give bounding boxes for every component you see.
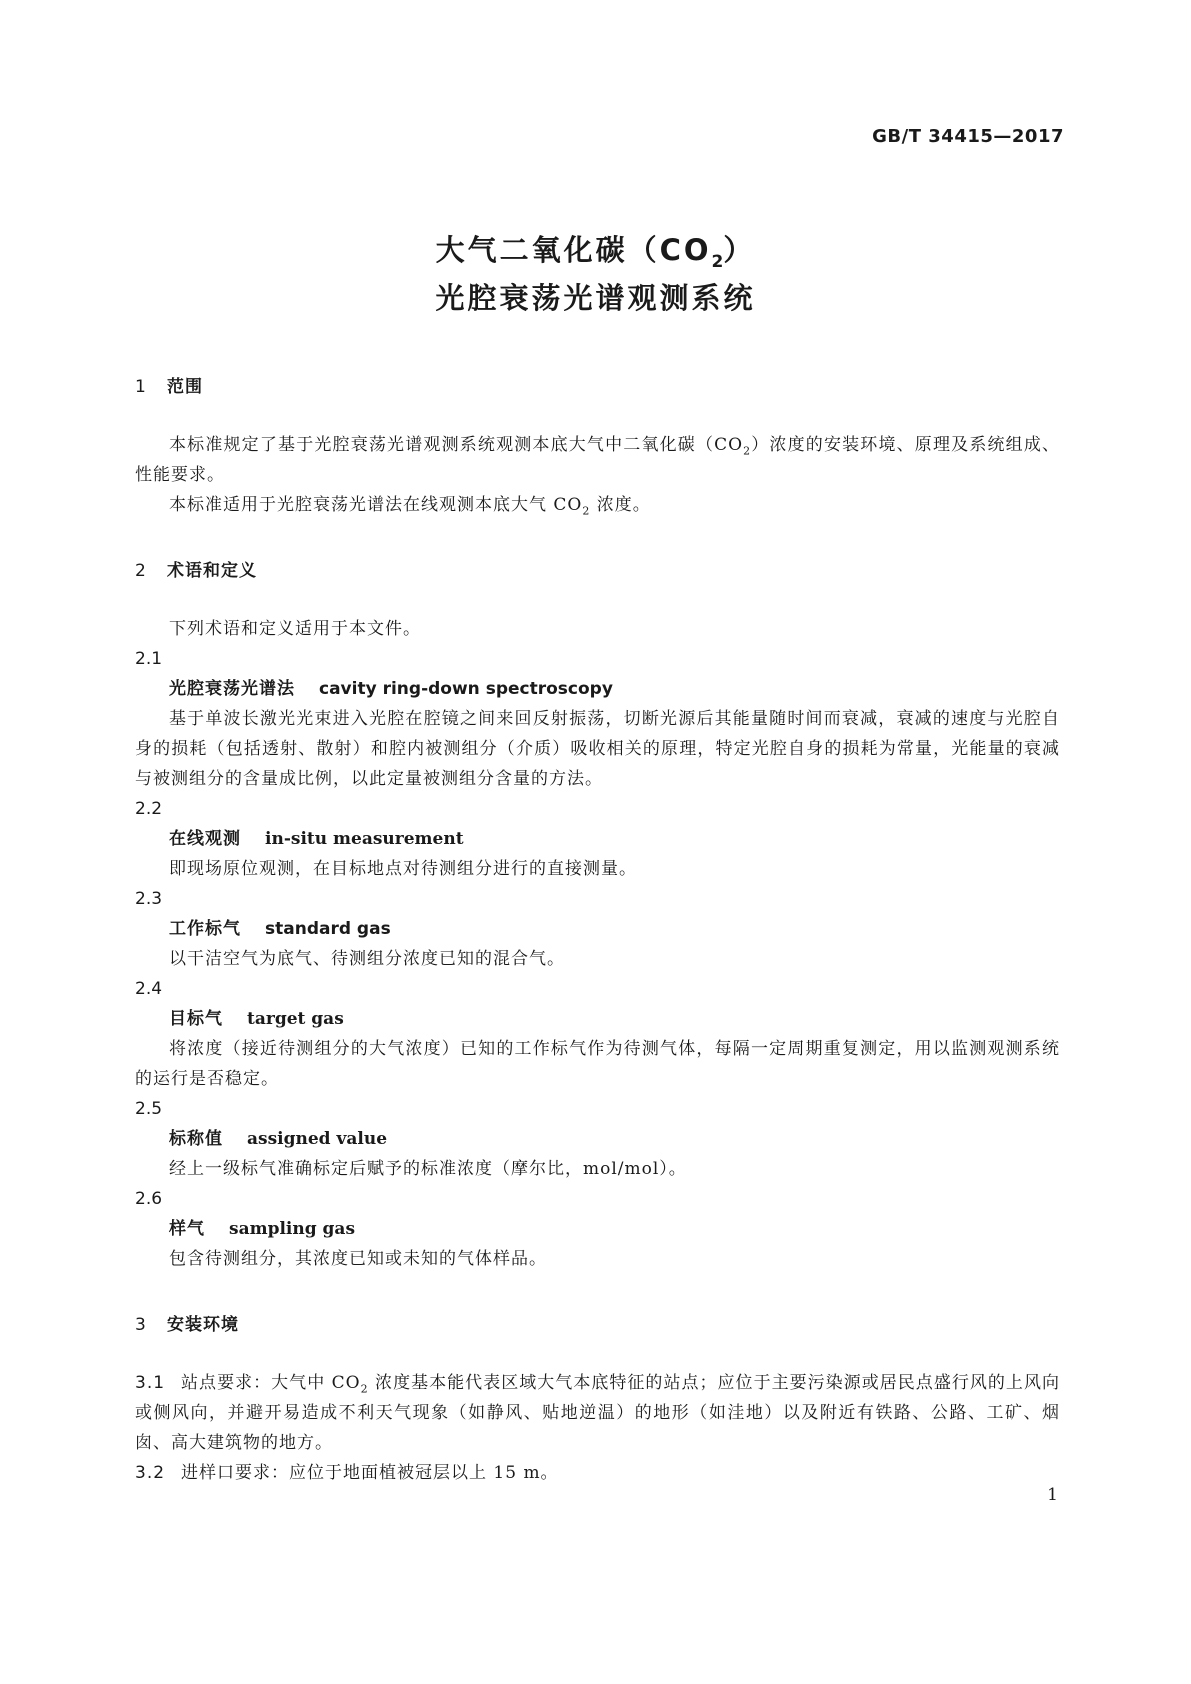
title-suffix: ）: [723, 233, 756, 267]
clause-number: 2.5: [135, 1099, 163, 1119]
section-heading-scope: [135, 372, 1060, 402]
term-definition: 包含待测组分，其浓度已知或未知的气体样品。: [169, 1249, 547, 1269]
term-definition: 即现场原位观测，在目标地点对待测组分进行的直接测量。: [169, 859, 637, 879]
section-number: 3: [135, 1315, 147, 1335]
document-title-line2: 光腔衰荡光谱观测系统: [435, 281, 756, 315]
title-prefix: 大气二氧化碳（CO: [435, 233, 712, 267]
term-definition: 基于单波长激光光束进入光腔在腔镜之间来回反射振荡，切断光源后其能量随时间而衰减，衰减的速度与光腔自身的损耗（包括透射、散射）和腔内被测组分（介质）吸收相关的原理，特定光腔自身的损耗为常量，光能量的衰减与被测组分的含量成比例，以此定量被测组分含量的方法。: [135, 709, 1060, 789]
clause-3-1: [135, 1368, 1060, 1458]
term-chinese: 样气: [169, 1219, 205, 1239]
subscript: 2: [582, 504, 591, 518]
clause-3-2: [135, 1458, 1060, 1488]
term-definition: 将浓度（接近待测组分的大气浓度）已知的工作标气作为待测气体，每隔一定周期重复测定，用以监测观测系统的运行是否稳定。: [135, 1039, 1060, 1089]
term-chinese: 标称值: [169, 1129, 223, 1149]
scope-paragraph-1: [135, 430, 1060, 490]
term-entry: [135, 1004, 1060, 1034]
section-heading-terms: [135, 556, 1060, 586]
term-chinese: 光腔衰荡光谱法: [169, 679, 295, 699]
text-run: 本标准规定了基于光腔衰荡光谱观测系统观测本底大气中二氧化碳（CO: [169, 435, 744, 455]
document-body: [135, 372, 1060, 1488]
section-number: 1: [135, 377, 147, 397]
term-entry: [135, 824, 1060, 854]
term-english: target gas: [247, 1009, 344, 1029]
term-entry: [135, 914, 1060, 944]
text-run: 浓度。: [590, 495, 651, 515]
text-run: 本标准适用于光腔衰荡光谱法在线观测本底大气 CO: [169, 495, 583, 515]
section-title: 范围: [167, 377, 203, 397]
text-run: 站点要求：大气中 CO: [181, 1373, 361, 1393]
subscript: 2: [360, 1382, 369, 1396]
section-title: 术语和定义: [167, 561, 257, 581]
clause-number: 2.1: [135, 649, 163, 669]
page-number: 1: [1047, 1485, 1058, 1505]
section-heading-installation: [135, 1310, 1060, 1340]
term-english: cavity ring-down spectroscopy: [319, 679, 613, 699]
term-chinese: 目标气: [169, 1009, 223, 1029]
term-entry: [135, 1124, 1060, 1154]
term-english: sampling gas: [229, 1219, 356, 1239]
terms-intro: 下列术语和定义适用于本文件。: [169, 619, 421, 639]
term-chinese: 工作标气: [169, 919, 241, 939]
clause-number: 2.4: [135, 979, 163, 999]
term-chinese: 在线观测: [169, 829, 241, 849]
term-definition: 以干洁空气为底气、待测组分浓度已知的混合气。: [169, 949, 565, 969]
subscript: 2: [743, 444, 752, 458]
term-english: assigned value: [247, 1129, 388, 1149]
section-number: 2: [135, 561, 147, 581]
text-run: 进样口要求：应位于地面植被冠层以上 15 m。: [181, 1463, 559, 1483]
term-entry: [135, 1214, 1060, 1244]
clause-number: 3.1: [135, 1373, 166, 1393]
term-entry: [135, 674, 1060, 704]
standard-code: GB/T 34415—2017: [872, 126, 1064, 147]
clause-number: 2.2: [135, 799, 163, 819]
term-english: in-situ measurement: [265, 829, 464, 849]
title-subscript: 2: [711, 251, 724, 272]
section-title: 安装环境: [167, 1315, 239, 1335]
clause-number: 2.6: [135, 1189, 163, 1209]
text-run: ）浓度的安装环境、原理及系统组成、性能要求。: [135, 435, 1061, 485]
clause-number: 2.3: [135, 889, 163, 909]
document-title-line1: [0, 228, 1191, 272]
clause-number: 3.2: [135, 1463, 166, 1483]
scope-paragraph-2: [135, 490, 1060, 520]
text-run: 浓度基本能代表区域大气本底特征的站点；应位于主要污染源或居民点盛行风的上风向或侧风向，并避开易造成不利天气现象（如静风、贴地逆温）的地形（如洼地）以及附近有铁路、公路、工矿、烟囱、高大建筑物的地方。: [135, 1373, 1060, 1453]
term-definition: 经上一级标气准确标定后赋予的标准浓度（摩尔比，mol/mol）。: [169, 1159, 687, 1179]
term-english: standard gas: [265, 919, 391, 939]
